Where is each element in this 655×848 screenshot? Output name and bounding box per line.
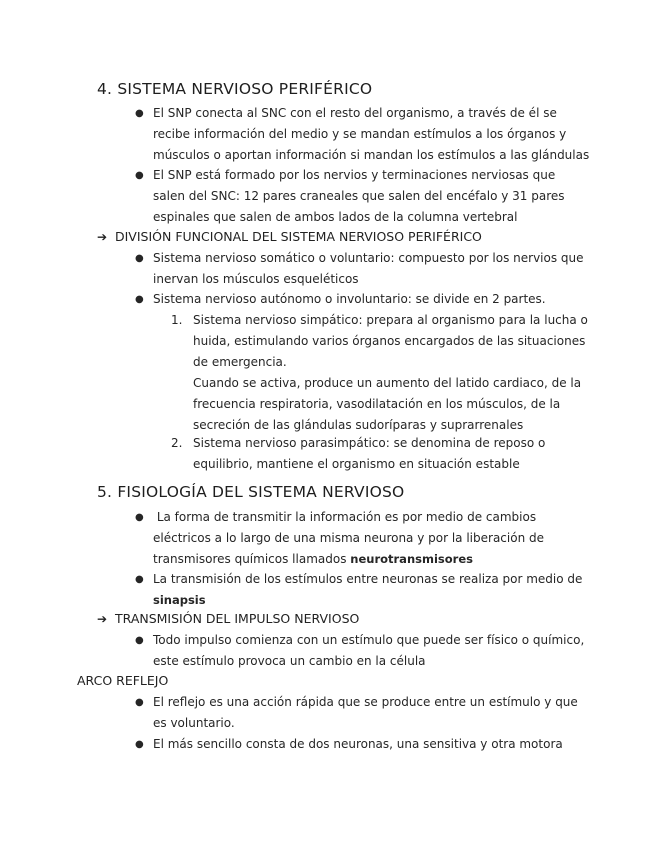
bullet-icon: ● xyxy=(135,170,144,181)
numbered-item: 1. Sistema nervioso simpático: prepara al organismo para la lucha o huida, estimulando varios órganos encargados de las situaciones de emergencia. Cuando se activa, produce un aumento del latido cardiaco, de la frecuencia respiratoria, vasodilatación en los músculos, de la secreción de las glándulas sudoríparas y suprarrenales xyxy=(171,313,588,432)
arco-reflejo-heading: ARCO REFLEJO xyxy=(77,673,169,688)
numbered-item: 2. Sistema nervioso parasimpático: se denomina de reposo o equilibrio, mantiene el organismo en situación estable xyxy=(171,436,546,471)
arrow-icon: ➔ xyxy=(97,612,108,626)
list-item: ● Todo impulso comienza con un estímulo que puede ser físico o químico, este estímulo provoca un cambio en la célula xyxy=(153,630,584,672)
list-item: ● El más sencillo consta de dos neuronas, una sensitiva y otra motora xyxy=(153,734,563,755)
bullet-icon: ● xyxy=(135,697,144,708)
bullet-icon: ● xyxy=(135,253,144,264)
section-4-heading: 4. SISTEMA NERVIOSO PERIFÉRICO xyxy=(97,80,373,98)
sinapsis-term: sinapsis xyxy=(153,593,206,607)
bullet-icon: ● xyxy=(135,635,144,646)
transmission-subheading: ➔ TRANSMISIÓN DEL IMPULSO NERVIOSO xyxy=(97,611,360,626)
arrow-icon: ➔ xyxy=(97,230,108,244)
bullet-icon: ● xyxy=(135,512,144,523)
list-item: ● El reflejo es una acción rápida que se produce entre un estímulo y que es voluntario. xyxy=(153,692,578,734)
bullet-icon: ● xyxy=(135,294,144,305)
neurotransmisores-term: neurotransmisores xyxy=(350,552,473,566)
list-item: ● El SNP conecta al SNC con el resto del organismo, a través de él se recibe información del medio y se mandan estímulos a los órganos y músculos o aportan información si mandan los estímulos a las glándulas xyxy=(153,103,589,166)
bullet-icon: ● xyxy=(135,574,144,585)
division-subheading: ➔ DIVISIÓN FUNCIONAL DEL SISTEMA NERVIOSO PERIFÉRICO xyxy=(97,229,482,244)
bullet-icon: ● xyxy=(135,739,144,750)
bullet-icon: ● xyxy=(135,108,144,119)
section-5-heading: 5. FISIOLOGÍA DEL SISTEMA NERVIOSO xyxy=(97,483,405,501)
list-item: ● El SNP está formado por los nervios y terminaciones nerviosas que salen del SNC: 12 pares craneales que salen del encéfalo y 31 pares espinales que salen de ambos lados de la columna vertebral xyxy=(153,165,565,228)
list-item: ● Sistema nervioso autónomo o involuntario: se divide en 2 partes. xyxy=(153,289,546,310)
list-item: ● La transmisión de los estímulos entre neuronas se realiza por medio de sinapsis xyxy=(153,569,582,611)
list-item: ● Sistema nervioso somático o voluntario: compuesto por los nervios que inervan los músculos esqueléticos xyxy=(153,248,584,290)
list-item: ● La forma de transmitir la información es por medio de cambios eléctricos a lo largo de una misma neurona y por la liberación de transmisores químicos llamados neurotransmisores xyxy=(153,507,544,570)
